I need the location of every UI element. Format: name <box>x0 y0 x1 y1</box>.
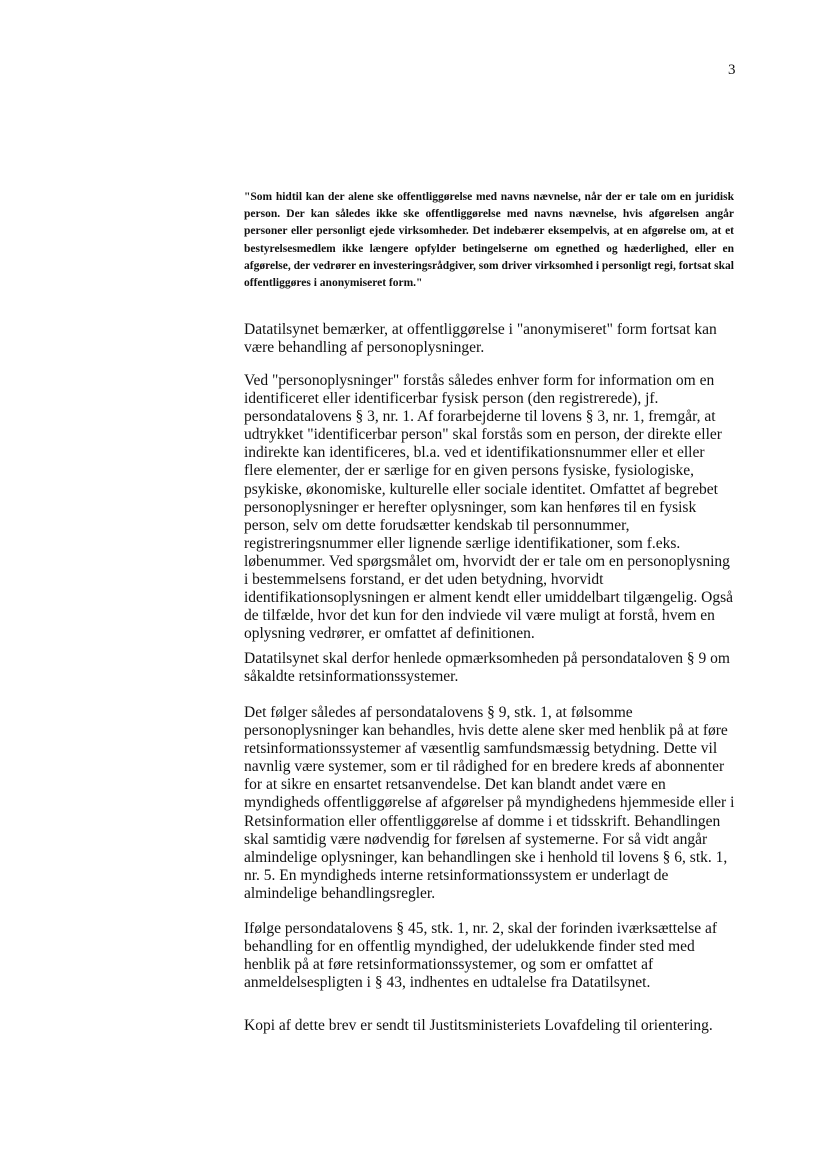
paragraph-section-45-opinion: Ifølge persondatalovens § 45, stk. 1, nr. 2, skal der forinden iværksættelse af behandling for en offentlig myndighed, der udelukkende finder sted med henblik på at føre retsinformationssystemer, og som er omfattet af anmeldelsespligten i § 43, indhentes en udtalelse fra Datatilsynet. <box>244 920 718 992</box>
paragraph-legal-information-systems: Det følger således af persondatalovens § 9, stk. 1, at følsomme personoplysninger kan behandles, hvis dette alene sker med henblik på at føre retsinformationssystemer af væsentlig samfundsmæssig betydning. Dette vil navnlig være systemer, som er til rådighed for en bredere kreds af abonnenter for at sikre en ensartet retsanvendelse. Det kan blandt andet være en myndigheds offentliggørelse af afgørelser på myndighedens hjemmeside eller i Retsinformation eller offentliggørelse af domme i et tidsskrift. Behandlingen skal samtidig være nødvendig for førelsen af systemerne. For så vidt angår almindelige oplysninger, kan behandlingen ske i henhold til lovens § 6, stk. 1, nr. 5. En myndigheds interne retsinformationssystem er underlagt de almindelige behandlingsregler. <box>244 704 735 902</box>
paragraph-copy-notice: Kopi af dette brev er sendt til Justitsministeriets Lovafdeling til orientering. <box>244 1017 713 1034</box>
paragraph-personal-data-definition: Ved "personoplysninger" forstås således enhver form for information om en identificeret eller identificerbar fysisk person (den registrerede), jf. persondatalovens § 3, nr. 1. Af forarbejderne til lovens § 3, nr. 1, fremgår, at udtrykket "identificerbar person" skal forstås som en person, der direkte eller indirekte kan identificeres, bl.a. ved et identifikationsnummer eller et eller flere elementer, der er særlige for en given persons fysiske, fysiologiske, psykiske, økonomiske, kulturelle eller sociale identitet. Omfattet af begrebet personoplysninger er herefter oplysninger, som kan henføres til en fysisk person, selv om dette forudsætter kendskab til personnummer, registreringsnummer eller lignende særlige identifikationer, som f.eks. løbenummer. Ved spørgsmålet om, hvorvidt der er tale om en personoplysning i bestemmelsens forstand, er det uden betydning, hvorvidt identifikationsoplysningen er alment kendt eller umiddelbart tilgængelig. Også de tilfælde, hvor det kun for den indviede vil være muligt at forstå, hvem en oplysning vedrører, er omfattet af definitionen. <box>244 372 734 643</box>
paragraph-anonymised-publication: Datatilsynet bemærker, at offentliggørelse i "anonymiseret" form fortsat kan være behandling af personoplysninger. <box>244 321 717 357</box>
page-number: 3 <box>728 62 736 78</box>
paragraph-section-9-reference: Datatilsynet skal derfor henlede opmærksomheden på persondataloven § 9 om såkaldte retsinformationssystemer. <box>244 650 730 686</box>
quoted-text: "Som hidtil kan der alene ske offentliggørelse med navns nævnelse, når der er tale om en juridisk person. Der kan således ikke ske offentliggørelse med navns nævnelse, hvis afgørelsen angår personer eller personligt ejede virksomheder. Det indebærer eksempelvis, at en afgørelse om, at et bestyrelsesmedlem ikke længere opfylder betingelserne om egnethed og hæderlighed, eller en afgørelse, der vedrører en investeringsrådgiver, som driver virksomhed i personligt regi, fortsat skal offentliggøres i anonymiseret form." <box>244 191 734 290</box>
